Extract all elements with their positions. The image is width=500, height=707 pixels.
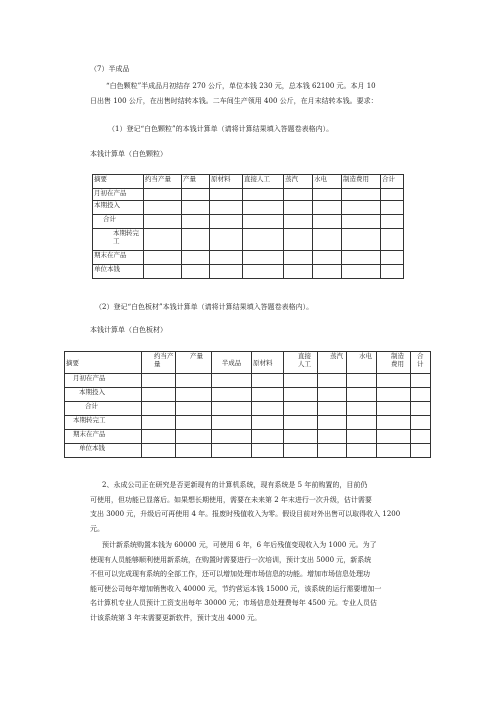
header-cell: 水电	[347, 352, 377, 374]
section-title: （7）半成品	[90, 65, 130, 73]
table-row	[93, 265, 404, 279]
header-cell: 直接人工	[284, 352, 318, 374]
intro-line: “白色颗粒”半成品月初结存 270 公斤，单位本钱 230 元，总本钱 62100 元。本月 10	[106, 82, 376, 90]
row-label: 本期转完工	[65, 416, 142, 430]
paragraph-line: 2、永成公司正在研究是否更新现有的计算机系统，现有系统是 5 年前购置的，目前仍	[102, 481, 368, 489]
table-1-caption: 本钱计算单（白色颗粒）	[90, 150, 167, 158]
question-2-prompt: （2）登记“白色板材”本钱计算单（请将计算结果填入答题卷表格内）。	[95, 303, 314, 311]
header-cell: 制造费用	[377, 352, 411, 374]
header-cell: 制造费用	[342, 175, 381, 189]
table-row	[93, 251, 404, 265]
row-label: 本期转完工	[93, 229, 144, 251]
row-label: 本期投入	[93, 201, 144, 215]
paragraph-line: 使现有人员能够顺利使用新系统，在购置时需要进行一次培训，预计支出 5000 元，新系统	[90, 555, 372, 564]
intro-line: 日出售 100 公斤，在出售时结转本钱。二车间生产领用 400 公斤，在月末结转本钱。要求：	[90, 96, 378, 105]
paragraph-line: 元。	[90, 524, 104, 533]
table-row	[65, 430, 431, 444]
table-row	[65, 444, 431, 458]
row-label: 期末在产品	[93, 251, 144, 265]
header-cell: 原材料	[252, 352, 284, 374]
paragraph-line: 能可使公司每年增加销售收入 40000 元，节约营运本钱 15000 元，该系统的运行需要增加一	[90, 584, 382, 593]
row-label: 月初在产品	[65, 374, 142, 388]
paragraph-line: 计该系统第 3 年末需要更新软件，预计支出 4000 元。	[90, 613, 262, 622]
header-cell: 原材料	[210, 175, 243, 189]
paragraph-line: 不但可以完成现有系统的全部工作，还可以增加处理市场信息的功能。增加市场信息处理功	[90, 570, 370, 578]
paragraph-line: 名计算机专业人员预计工资支出每年 30000 元；市场信息处理费每年 4500 元。专业人员估	[90, 599, 377, 607]
paragraph-line: 支出 3000 元，升级后可再使用 4 年。报废时残值收入为零。假设目前对外出售可以取得收入 1200	[90, 510, 401, 518]
row-label: 期末在产品	[65, 430, 142, 444]
header-cell: 蒸汽	[318, 352, 347, 374]
paragraph-line: 可使用，但功能已显落后。如果想长期使用，需要在未来第 2 年末进行一次升级，估计需要	[90, 495, 372, 504]
row-label: 月初在产品	[93, 189, 144, 201]
header-cell: 水电	[313, 175, 342, 189]
table-2-caption: 本钱计算单（白色板材）	[90, 326, 167, 334]
table-row	[65, 388, 431, 402]
table-row	[93, 229, 404, 251]
row-label: 单位本钱	[93, 265, 144, 279]
header-cell: 摘要	[93, 175, 144, 189]
header-cell: 直接人工	[243, 175, 284, 189]
new-system-paragraph	[90, 538, 435, 625]
row-label: 合计	[93, 215, 144, 229]
table-row	[93, 201, 404, 215]
header-cell: 产量	[182, 175, 210, 189]
header-cell: 约当产量	[144, 175, 182, 189]
header-cell: 摘要	[65, 352, 142, 374]
row-label: 单位本钱	[65, 444, 142, 458]
table-header-row	[93, 175, 404, 189]
cost-table-white-granules	[92, 174, 404, 279]
header-cell: 产量	[176, 352, 212, 374]
table-row	[93, 215, 404, 229]
intro-paragraph	[90, 79, 430, 108]
table-row	[93, 189, 404, 201]
header-cell: 合计	[411, 352, 431, 374]
table-header-row	[65, 352, 431, 374]
table-row	[65, 374, 431, 388]
question-1-prompt: （1）登记“白色颗粒”的本钱计算单（请将计算结果填入答题卷表格内）。	[108, 125, 334, 133]
problem-2-paragraph	[90, 478, 435, 536]
paragraph-line: 预计新系统购置本钱为 60000 元，可使用 6 年，6 年后残值变现收入为 1000 元。为了	[102, 541, 377, 549]
header-cell: 约当产量	[142, 352, 176, 374]
header-cell: 半成品	[212, 352, 252, 374]
cost-table-white-boards	[64, 351, 431, 458]
header-cell: 蒸汽	[284, 175, 313, 189]
row-label: 合计	[65, 402, 142, 416]
table-row	[65, 402, 431, 416]
header-cell: 合计	[381, 175, 404, 189]
row-label: 本期投入	[65, 388, 142, 402]
table-row	[65, 416, 431, 430]
